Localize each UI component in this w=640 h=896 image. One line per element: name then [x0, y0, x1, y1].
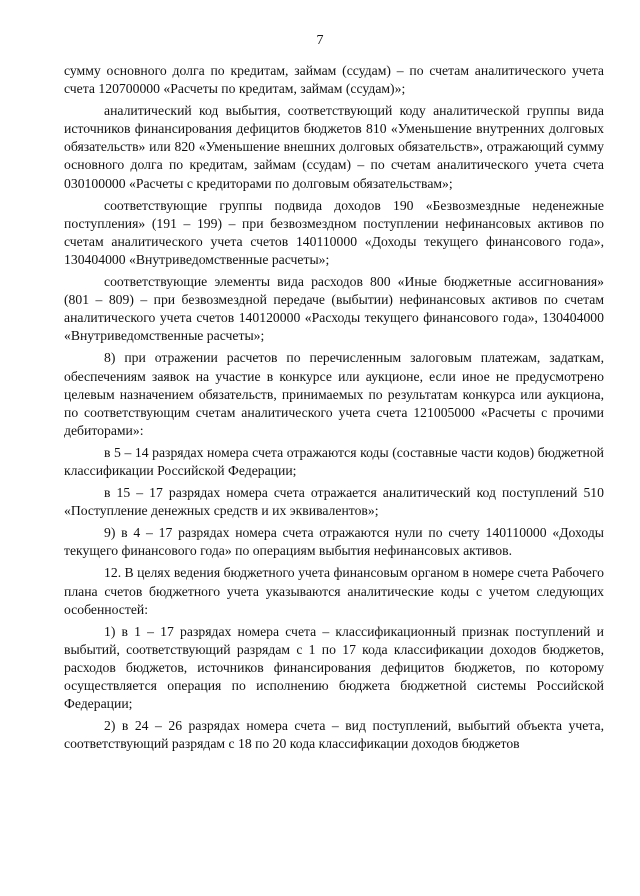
paragraph: 2) в 24 – 26 разрядах номера счета – вид поступлений, выбытий объекта учета, соответствующий разрядам с 18 по 20 кода классификации доходов бюджетов [64, 718, 604, 752]
paragraph: в 15 – 17 разрядах номера счета отражается аналитический код поступлений 510 «Поступление денежных средств и их эквивалентов»; [64, 485, 604, 519]
paragraph: 8) при отражении расчетов по перечисленным залоговым платежам, задаткам, обеспечениям заявок на участие в конкурсе или аукционе, если иное не предусмотрено целевым назначением обязательств, принимаемых по результатам конкурса или аукциона, по соответствующим счетам аналитического учета счета 121005000 «Расчеты с прочими дебиторами»: [64, 350, 604, 438]
document-body [64, 62, 604, 757]
paragraph: соответствующие элементы вида расходов 800 «Иные бюджетные ассигнования» (801 – 809) – при безвозмездной передаче (выбытии) нефинансовых активов по счетам аналитического учета счетов 140120000 «Расходы текущего финансового года», 130404000 «Внутриведомственные расчеты»; [64, 274, 604, 344]
paragraph: сумму основного долга по кредитам, займам (ссудам) – по счетам аналитического учета счета 120700000 «Расчеты по кредитам, займам (ссудам)»; [64, 63, 604, 97]
paragraph: 9) в 4 – 17 разрядах номера счета отражаются нули по счету 140110000 «Доходы текущего финансового года» по операциям выбытия нефинансовых активов. [64, 525, 604, 559]
paragraph: соответствующие группы подвида доходов 190 «Безвозмездные неденежные поступления» (191 – 199) – при безвозмездном поступлении нефинансовых активов по счетам аналитического учета счетов 140110000 «Доходы текущего финансового года», 130404000 «Внутриведомственные расчеты»; [64, 197, 604, 267]
paragraph: 1) в 1 – 17 разрядах номера счета – классификационный признак поступлений и выбытий, соответствующий разрядам с 1 по 17 кода классификации доходов бюджетов, расходов бюджетов, источников финансирования дефицитов бюджетов, по которому осуществляется операция по исполнению бюджета бюджетной системы Российской Федерации; [64, 623, 604, 712]
page-number: 7 [316, 33, 324, 48]
paragraph: 12. В целях ведения бюджетного учета финансовым органом в номере счета Рабочего плана счетов бюджетного учета указываются аналитические коды с учетом следующих особенностей: [64, 565, 604, 617]
paragraph: аналитический код выбытия, соответствующий коду аналитической группы вида источников финансирования дефицитов бюджетов 810 «Уменьшение внутренних долговых обязательств» или 820 «Уменьшение внешних долговых обязательств», отражающий сумму основного долга по кредитам, займам (ссудам) – по счетам аналитического учета счета 030100000 «Расчеты с кредиторами по долговым обязательствам»; [64, 103, 604, 191]
paragraph: в 5 – 14 разрядах номера счета отражаются коды (составные части кодов) бюджетной классификации Российской Федерации; [64, 444, 604, 478]
